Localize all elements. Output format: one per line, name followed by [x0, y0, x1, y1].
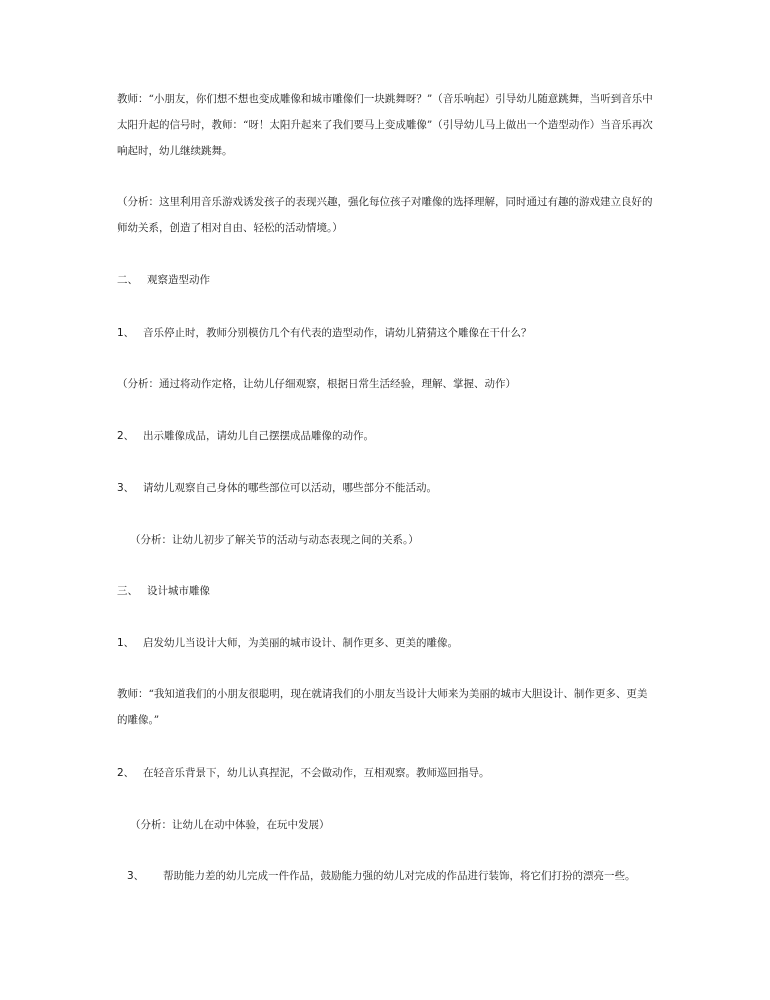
- paragraph-text: 教师：“小朋友，你们想不想也变成雕像和城市雕像们一块跳舞呀？”（音乐响起）引导幼儿随意跳舞，当听到音乐中太阳升起的信号时，教师：“呀！太阳升起来了我们要马上变成雕像”（引导幼儿马上做出一个造型动作）当音乐再次响起时，幼儿继续跳舞。: [117, 93, 653, 157]
- paragraph-analysis-4: [130, 812, 670, 838]
- paragraph-text: （分析：让幼儿初步了解关节的活动与动态表现之间的关系。）: [130, 534, 419, 546]
- item-text: 音乐停止时，教师分别模仿几个有代表的造型动作，请幼儿猜猜这个雕像在干什么？: [143, 327, 532, 339]
- item-number: 1、: [117, 327, 135, 339]
- item-text: 在轻音乐背景下，幼儿认真捏泥，不会做动作，互相观察。教师巡回指导。: [143, 767, 490, 779]
- section-number: 三、: [117, 585, 138, 597]
- item-text: 出示雕像成品，请幼儿自己摆摆成品雕像的动作。: [143, 430, 374, 442]
- item-number: 2、: [117, 430, 135, 442]
- item-text: 帮助能力差的幼儿完成一件作品，鼓励能力强的幼儿对完成的作品进行装饰，将它们打扮的漂亮一些。: [163, 870, 636, 882]
- paragraph-text: （分析：通过将动作定格，让幼儿仔细观察，根据日常生活经验，理解、掌握、动作）: [117, 378, 516, 390]
- paragraph-analysis-1: [117, 189, 657, 241]
- paragraph-analysis-3: [130, 527, 670, 553]
- section-heading-3: [117, 578, 657, 604]
- list-item-2-1: [117, 320, 657, 346]
- paragraph-analysis-2: [117, 371, 657, 397]
- item-number: 2、: [117, 767, 135, 779]
- list-item-2-3: [117, 475, 657, 501]
- section-number: 二、: [117, 274, 138, 286]
- paragraph-text: （分析：让幼儿在动中体验，在玩中发展）: [130, 819, 330, 831]
- list-item-2-2: [117, 423, 657, 449]
- item-text: 启发幼儿当设计大师，为美丽的城市设计、制作更多、更美的雕像。: [143, 637, 458, 649]
- list-item-3-2: [117, 760, 657, 786]
- list-item-3-1: [117, 630, 657, 656]
- item-text: 请幼儿观察自己身体的哪些部位可以活动，哪些部分不能活动。: [143, 482, 437, 494]
- item-number: 3、: [127, 870, 145, 882]
- section-title: 观察造型动作: [147, 274, 210, 286]
- item-number: 3、: [117, 482, 135, 494]
- paragraph-text: 教师：“我知道我们的小朋友很聪明，现在就请我们的小朋友当设计大师来为美丽的城市大胆设计、制作更多、更美的雕像。”: [117, 688, 648, 726]
- list-item-3-3: [117, 863, 657, 889]
- section-heading-2: [117, 267, 657, 293]
- paragraph-teacher-dance: [117, 86, 657, 164]
- item-number: 1、: [117, 637, 135, 649]
- section-title: 设计城市雕像: [147, 585, 210, 597]
- paragraph-text: （分析：这里利用音乐游戏诱发孩子的表现兴趣，强化每位孩子对雕像的选择理解，同时通过有趣的游戏建立良好的师幼关系，创造了相对自由、轻松的活动情境。）: [117, 196, 653, 234]
- paragraph-teacher-design: [117, 681, 657, 733]
